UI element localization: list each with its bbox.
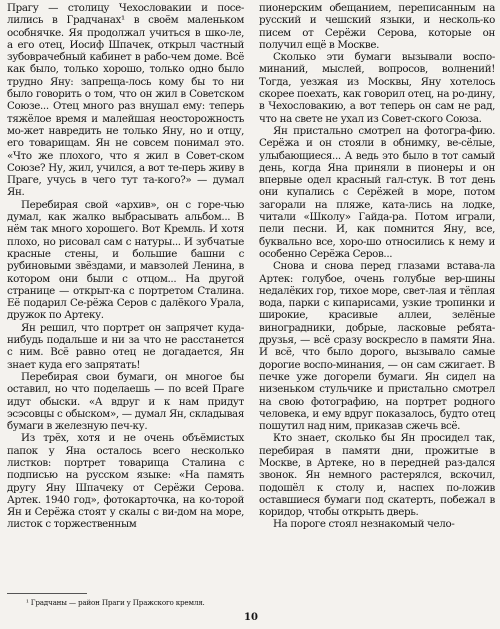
paragraph: Ян решил, что портрет он запрячет куда-нибудь подальше и ни за что не расстанется с ним. Всё равно отец не догадается, Ян знает куда его запрятать! [7,321,244,371]
left-text-column [7,2,244,531]
paragraph: На пороге стоял незнакомый чело- [273,518,455,531]
right-text-column [259,2,495,531]
paragraph: Перебирая свои бумаги, он многое бы оставил, но что поделаешь — по всей Праге идут обыски. «А вдруг и к нам придут эсэсовцы с обыском», — думал Ян, складывая бумаги в железную печ-ку. [7,370,244,433]
paragraph: Из трёх, хотя и не очень объёмистых папок у Яна осталось всего несколько листков: портрет товарища Сталина с подписью на русском языке: «На память другу Яну Шпачеку от Серёжи Серова. Артек. 1940 год», фотокарточка, на ко-торой Ян и Серёжа стоят у скалы с ви-дом на море, листок с торжественным [7,432,244,531]
paragraph: Кто знает, сколько бы Ян просидел так, перебирая в памяти дни, прожитые в Москве, в Артеке, но в передней раз-дался звонок. Ян немного растерялся, вскочил, подошёл к столу и, наспех по-ложив оставшиеся бумаги под скатерть, побежал в коридор, чтобы открыть дверь. [259,432,495,519]
paragraph: Сколько эти бумаги вызывали воспо-минаний, мыслей, вопросов, волнений! Тогда, уезжая из Москвы, Яну хотелось скорее поехать, как говорил отец, на ро-дину, в Чехословакию, а вот теперь он сам не рад, что на свете не ухал из Совет-ского Союза. [259,51,495,125]
paragraph: Перебирая свой «архив», он с горе-чью думал, как жалко выбрасывать альбом... В нём так много хорошего. Вот Кремль. И хотя плохо, но рисовал сам с натуры... И зубчатые красные стены, и большие башни с рубиновыми звёздами, и мавзолей Ленина, в котором они были с отцом... На другой странице — открыт-ка с портретом Сталина. Её подарил Се-рёжа Серов с далёкого Урала, дружок по Артеку. [7,198,244,322]
page-number: 10 [244,612,258,623]
paragraph: Снова и снова перед глазами встава-ла Артек: голубое, очень голубые вер-шины недалёких гор, тихое море, свет-лая и тёплая вода, парки с кипарисами, узкие тропинки и широкие, красивые аллеи, зелёные виноградники, добрые, ласковые ребята-друзья, — всё сразу воскресло в памяти Яна. И всё, что было дорого, вызывало самые дорогие воспо-минания, — он сам сжигает. В печке уже догорели бумаги. Ян сидел на низеньком стульчике и пристально смотрел на свою фотографию, на портрет родного человека, и ему вдруг показалось, будто отец пошутил над ним, приказав сжечь всё. [259,260,495,433]
paragraph: пионерским обещанием, переписанным на русский и чешский языки, и несколь-ко писем от Серёжи Серова, которые он получил ещё в Москве. [259,2,495,51]
footnote-divider [7,593,87,594]
paragraph: Прагу — столицу Чехословакии и посе-лились в Градчанах¹ в своём маленьком особнячке. Яя продолжал учиться в шко-ле, а его отец, Иосиф Шпачек, открыл частный зубоврачебный кабинет в рабо-чем доме. Всё как было, только хорошо, только одно было трудно Яну: запреща-лось кому бы то ни было говорить о том, что он жил в Советском Союзе... Отец много раз внушал ему: теперь тяжёлое время и малейшая неосторожность мо-жет навредить не только Яну, но и отцу, его товарищам. Ян не совсем понимал это. «Что же плохого, что я жил в Совет-ском Союзе? Ну, жил, учился, а вот те-перь живу в Праге, учусь в чего тут та-кого?» — думал Ян. [7,2,244,199]
footnote: ¹ Градчаны — район Праги у Пражского кремля. [26,598,205,607]
paragraph: Ян пристально смотрел на фотогра-фию. Серёжа и он стояли в обнимку, ве-сёлые, улыбающиеся... А ведь это было в тот самый день, когда Яна приняли в пионеры и он впервые одел красный гал-стук. В тот день они купались с Серёжей в море, потом загорали на пляже, ката-лись на лодке, читали «Школу» Гайда-ра. Потом играли, пели песни. И, как помнится Яну, все, буквально все, хоро-шо относились к нему и особенно Серёжа Серов... [259,124,495,260]
